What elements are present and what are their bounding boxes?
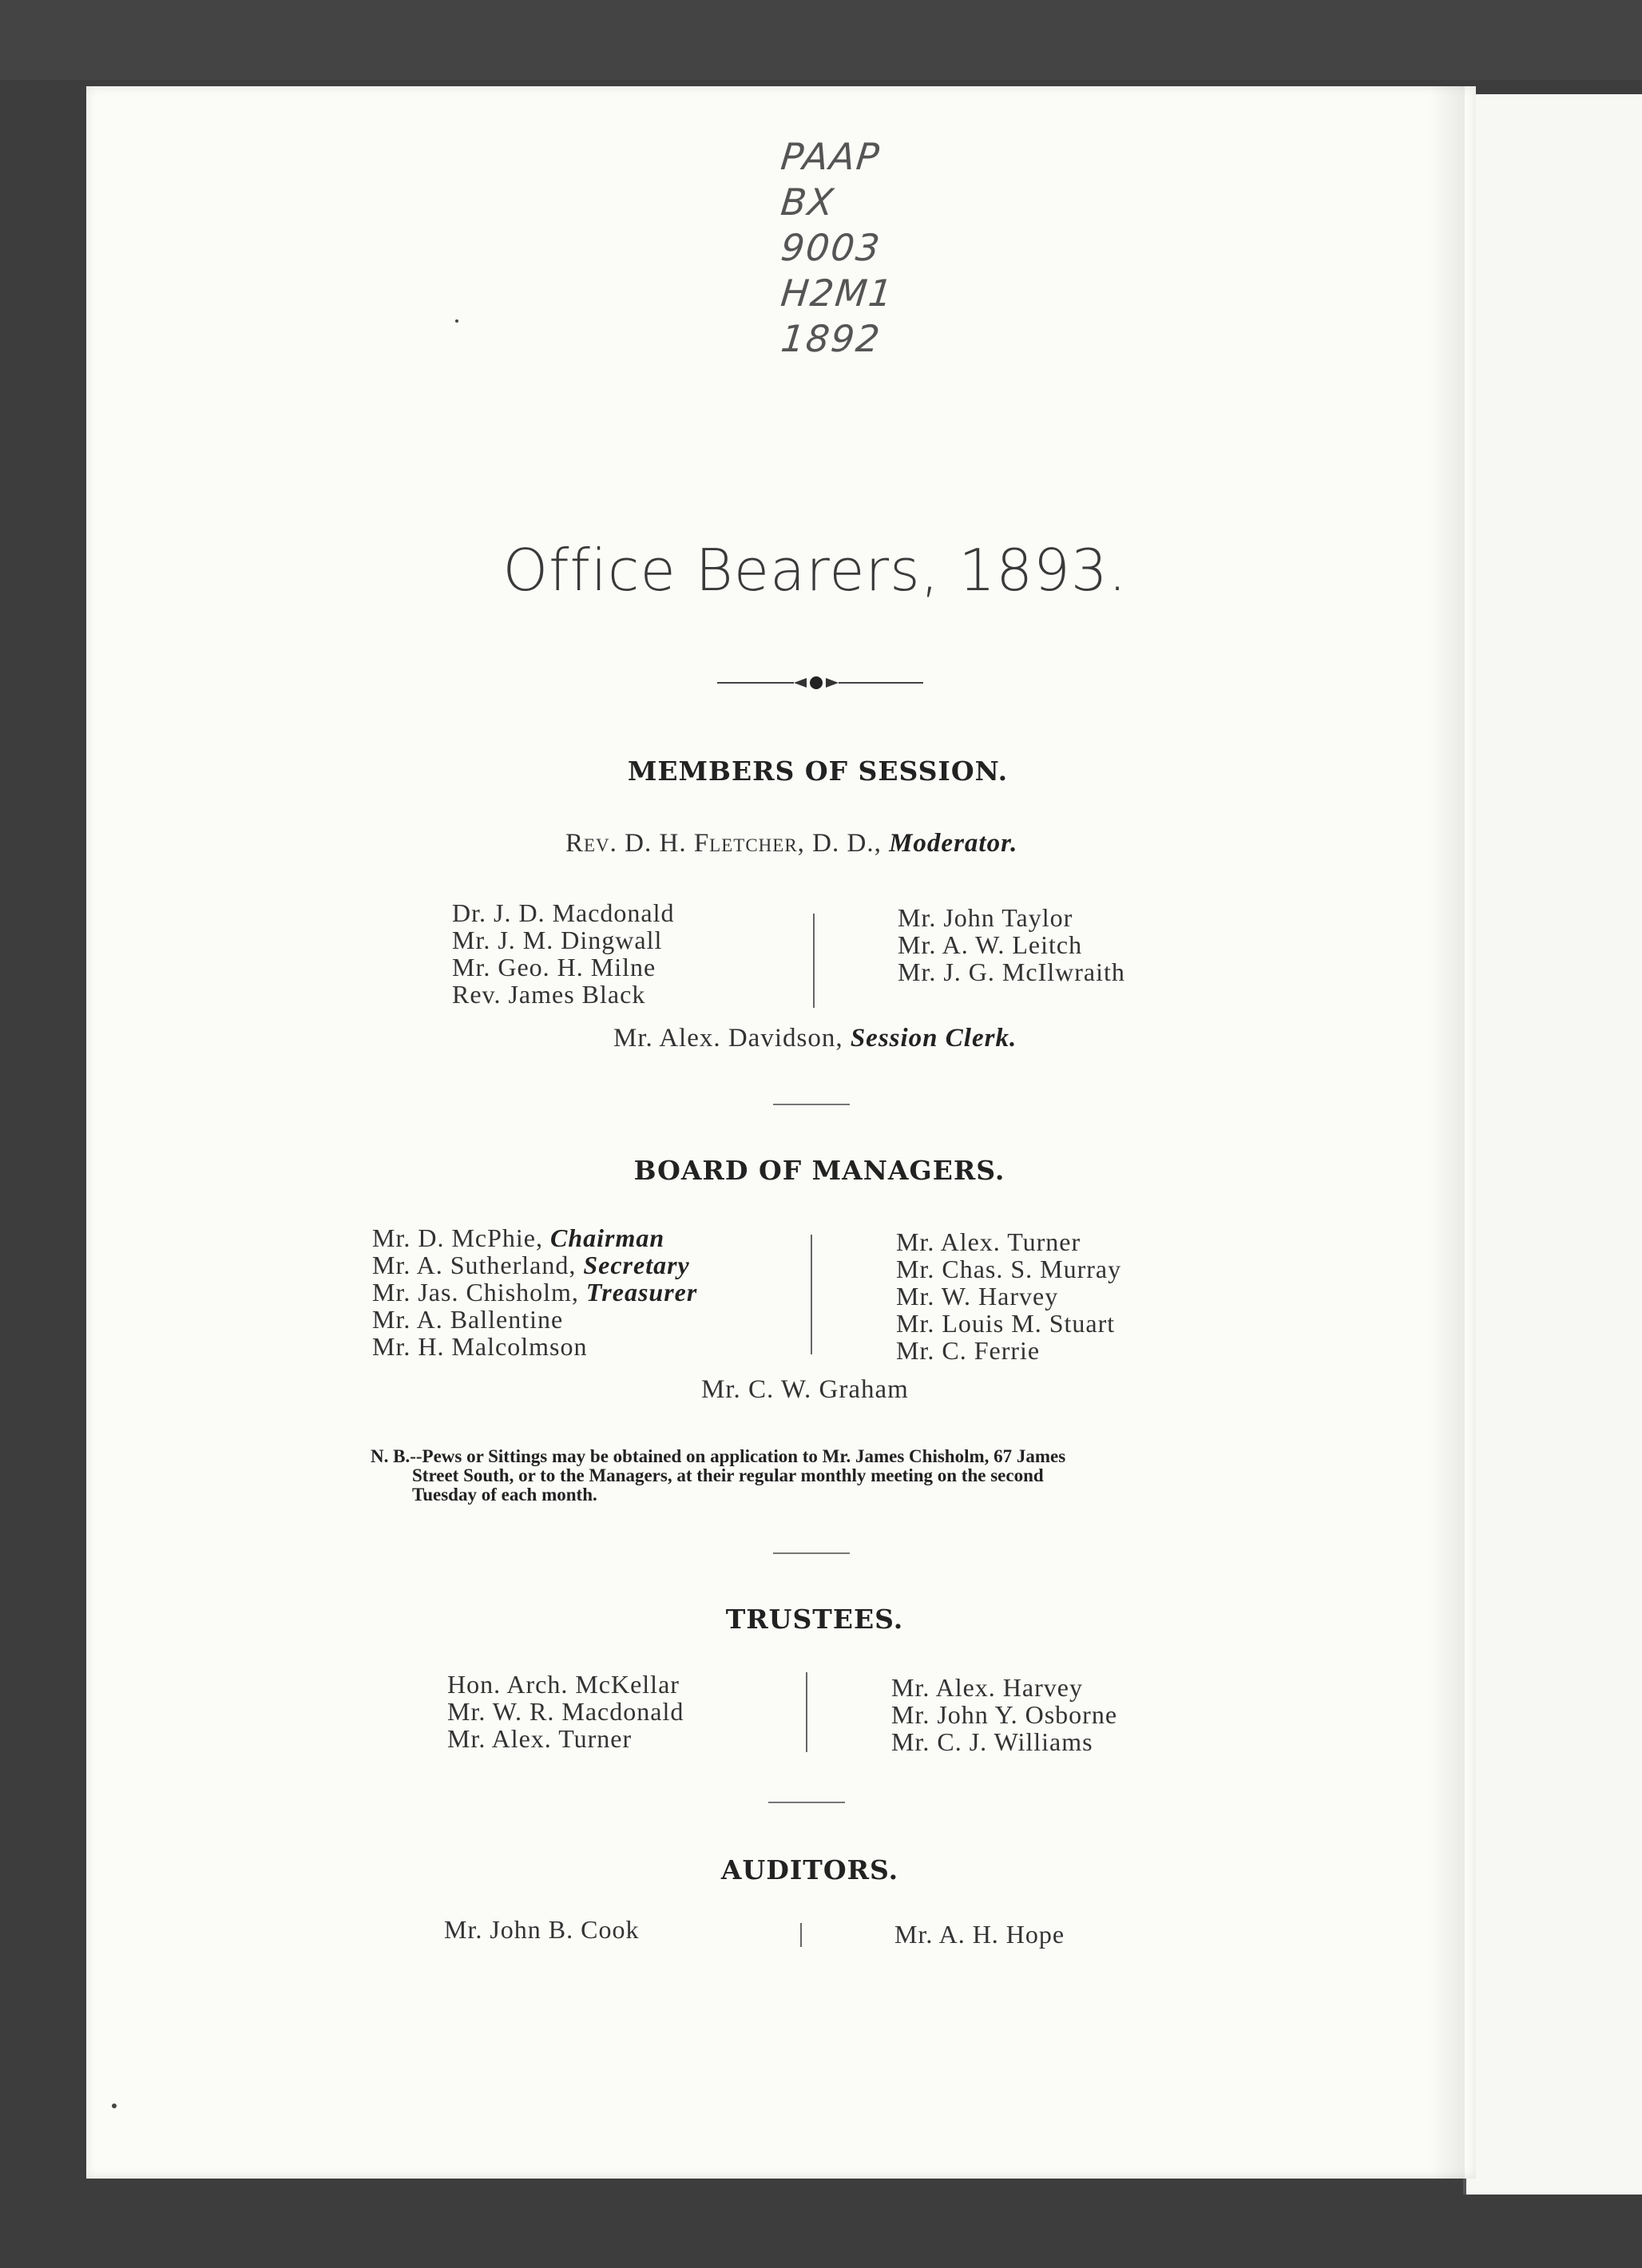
manager-entry: Mr. A. Sutherland, Secretary [372,1251,690,1279]
section-heading-managers: BOARD OF MANAGERS. [633,1155,1005,1186]
manager-entry: Mr. Jas. Chisholm, Treasurer [372,1278,698,1306]
section-divider [768,1802,845,1803]
session-member: Mr. John Taylor [898,903,1073,932]
page-title: Office Bearers, 1893. [502,537,1128,604]
scan-speck [112,2103,117,2108]
handwritten-call-number [781,134,973,362]
trustee-entry: Hon. Arch. McKellar [447,1670,680,1699]
manager-entry: Mr. D. McPhie, Chairman [372,1223,665,1252]
section-heading-session: MEMBERS OF SESSION. [627,755,1009,787]
manager-entry: Mr. A. Ballentine [372,1305,564,1334]
scan-background [0,0,1642,80]
trustees-left-column [447,1671,684,1752]
trustee-entry: Mr. John Y. Osborne [891,1700,1118,1729]
trustee-entry: Mr. Alex. Harvey [891,1673,1083,1702]
column-divider [800,1923,802,1947]
manager-entry: Mr. H. Malcolmson [372,1332,588,1361]
call-number-line: H2M1 [779,272,896,315]
manager-entry: Mr. W. Harvey [896,1282,1059,1310]
manager-entry: Mr. Chas. S. Murray [896,1255,1122,1283]
managers-left-column [372,1224,697,1360]
trustee-entry: Mr. C. J. Williams [891,1727,1093,1756]
section-heading-auditors: AUDITORS. [720,1854,899,1885]
session-clerk-role: Session Clerk. [850,1024,1017,1053]
auditor-right: Mr. A. H. Hope [894,1920,1065,1949]
session-member: Mr. Geo. H. Milne [452,953,656,981]
moderator-name: Rev. D. H. Fletcher, D. D., [565,829,882,858]
call-number-line: PAAP [779,135,883,178]
column-divider [811,1235,812,1354]
session-clerk-line [613,1024,1017,1053]
pews-note [371,1447,1249,1505]
session-clerk-name: Mr. Alex. Davidson, [613,1024,843,1053]
column-divider [806,1672,807,1752]
manager-entry: Mr. C. Ferrie [896,1336,1041,1365]
manager-extra: Mr. C. W. Graham [701,1375,909,1404]
note-line: N. B.--Pews or Sittings may be obtained on application to Mr. James Chisholm, 67 James [371,1446,1066,1466]
auditor-left: Mr. John B. Cook [444,1915,640,1944]
session-member: Rev. James Black [452,980,646,1009]
session-member: Mr. J. M. Dingwall [452,926,663,954]
manager-entry: Mr. Alex. Turner [896,1227,1081,1256]
section-heading-trustees: TRUSTEES. [725,1604,904,1635]
session-left-column [452,899,675,1008]
section-divider [773,1104,850,1105]
session-member: Mr. A. W. Leitch [898,930,1083,959]
session-member: Dr. J. D. Macdonald [452,898,675,927]
managers-right-column [896,1228,1121,1364]
ornament-divider [717,671,925,695]
call-number-line: 9003 [779,226,883,269]
moderator-line [565,829,1017,858]
note-line: Tuesday of each month. [412,1485,597,1505]
scan-speck [455,319,458,323]
session-member: Mr. J. G. McIlwraith [898,958,1125,986]
manager-entry: Mr. Louis M. Stuart [896,1309,1116,1338]
trustee-entry: Mr. Alex. Turner [447,1724,633,1753]
trustees-right-column [891,1674,1117,1755]
call-number-line: BX [779,180,837,224]
column-divider [813,914,815,1008]
trustee-entry: Mr. W. R. Macdonald [447,1697,684,1726]
call-number-line: 1892 [779,317,883,360]
note-line: Street South, or to the Managers, at their regular monthly meeting on the second [412,1465,1044,1485]
session-right-column [898,904,1125,985]
moderator-role: Moderator. [889,829,1018,858]
section-divider [773,1552,850,1554]
